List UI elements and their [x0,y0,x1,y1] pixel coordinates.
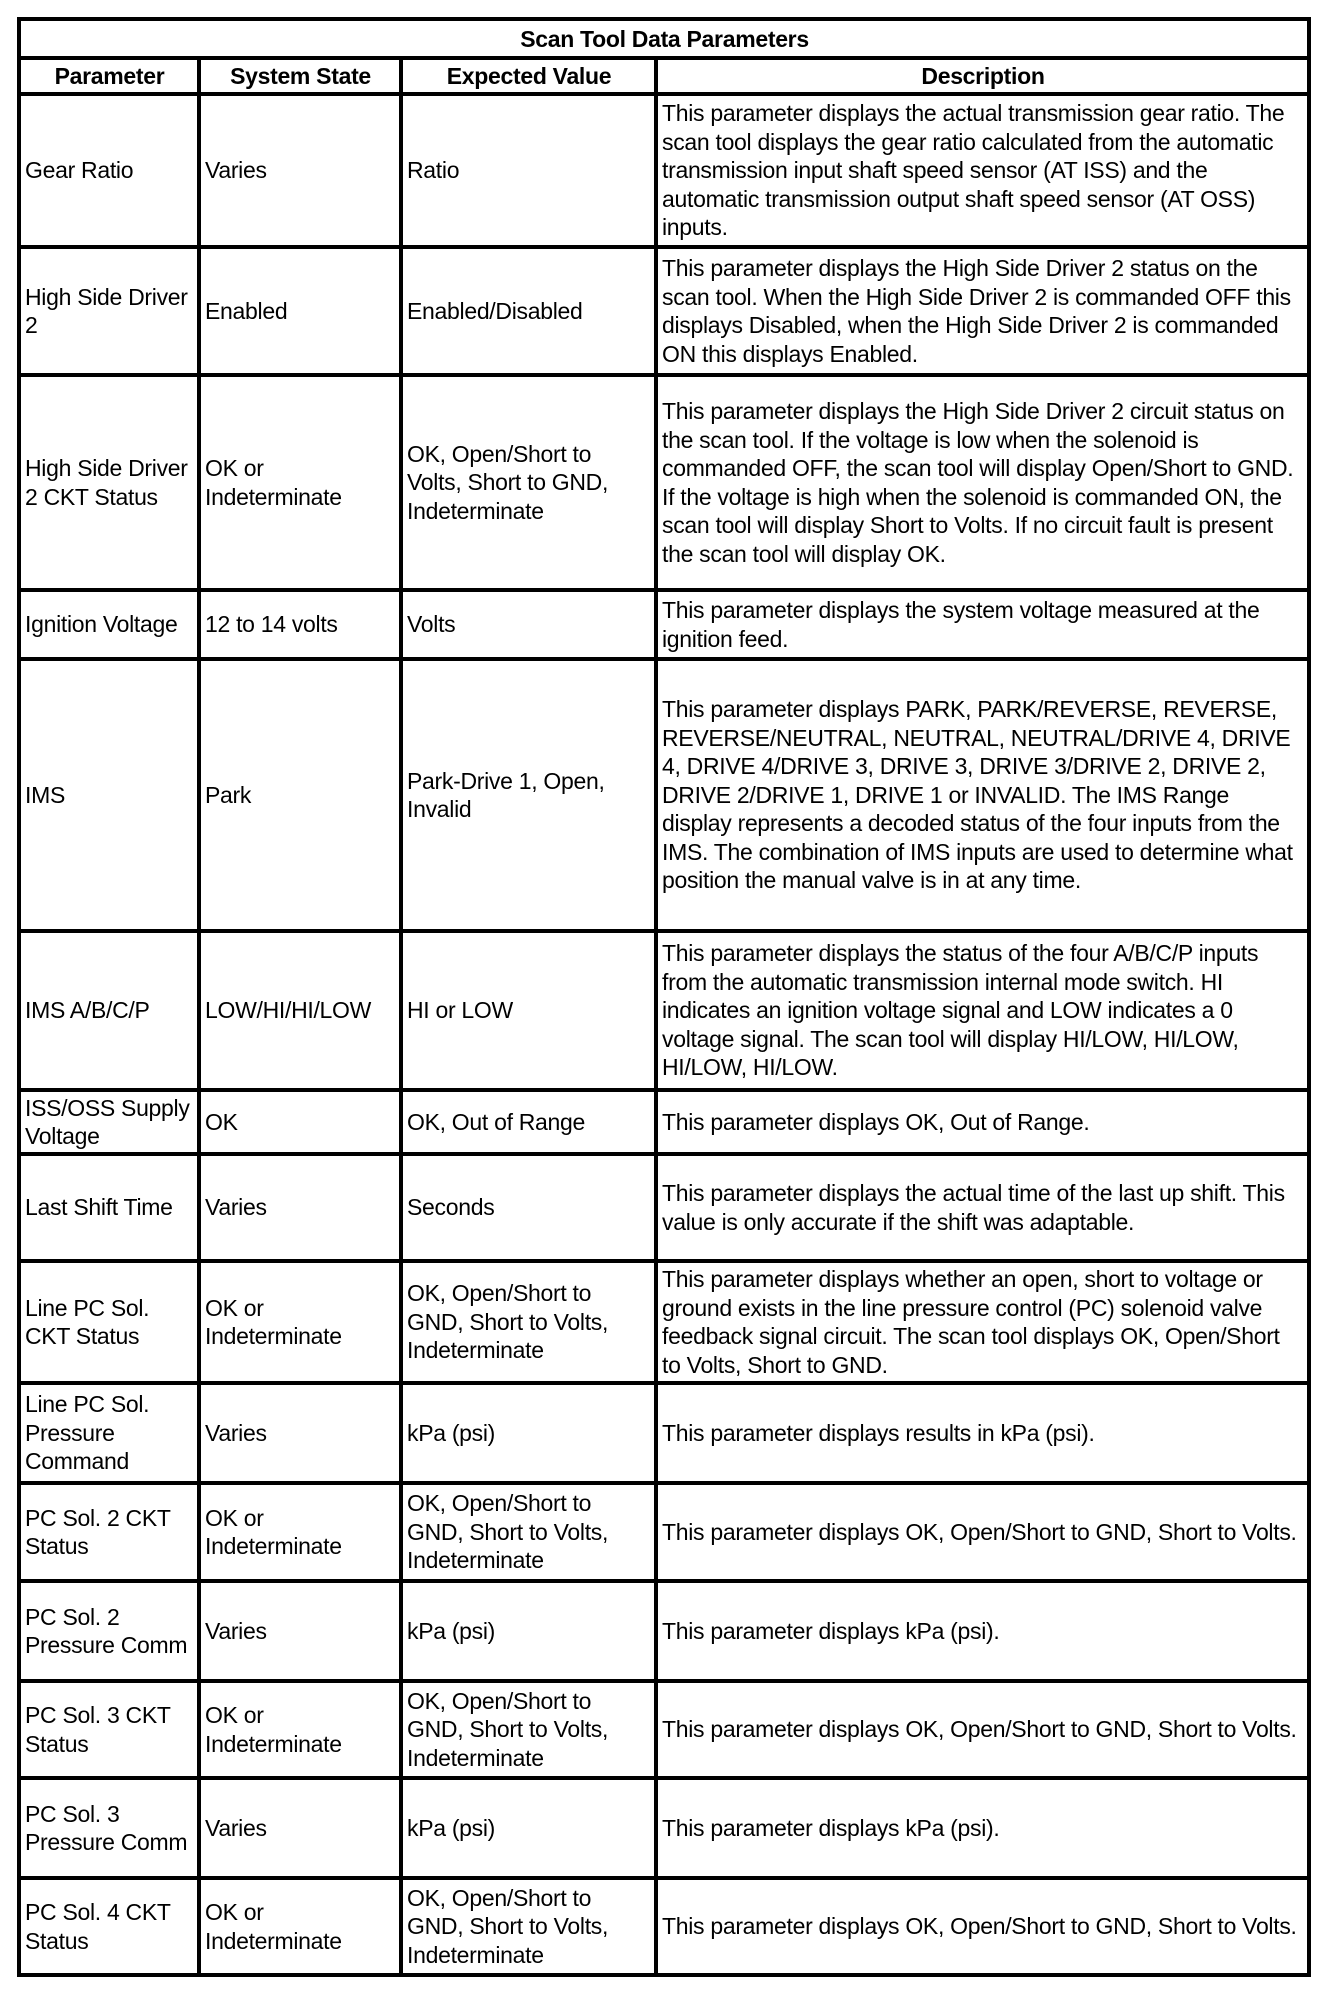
parameter-cell: ISS/OSS Supply Voltage [19,1090,199,1154]
description-cell: This parameter displays results in kPa (psi). [656,1383,1309,1483]
system-state-cell: Park [199,659,401,931]
expected-value-cell: OK, Open/Short to GND, Short to Volts, Indeterminate [401,1261,656,1383]
description-cell: This parameter displays whether an open, short to voltage or ground exists in the line pressure control (PC) solenoid valve feedback signal circuit. The scan tool displays OK, Open/Short to Volts, Short to GND. [656,1261,1309,1383]
table-row [19,94,1309,247]
expected-value-cell: Seconds [401,1154,656,1261]
description-cell: This parameter displays the High Side Driver 2 circuit status on the scan tool. If the voltage is low when the solenoid is commanded OFF, the scan tool will display Open/Short to GND. If the voltage is high when the solenoid is commanded ON, the scan tool will display Short to Volts. If no circuit fault is present the scan tool will display OK. [656,375,1309,590]
parameter-cell: High Side Driver 2 CKT Status [19,375,199,590]
system-state-cell: Varies [199,1154,401,1261]
system-state-cell: Varies [199,94,401,247]
parameter-cell: PC Sol. 2 Pressure Comm [19,1581,199,1681]
table-title: Scan Tool Data Parameters [19,19,1309,58]
table-row [19,931,1309,1090]
parameter-cell: IMS A/B/C/P [19,931,199,1090]
expected-value-cell: OK, Open/Short to GND, Short to Volts, Indeterminate [401,1483,656,1581]
description-cell: This parameter displays the status of the four A/B/C/P inputs from the automatic transmission internal mode switch. HI indicates an ignition voltage signal and LOW indicates a 0 voltage signal. The scan tool will display HI/LOW, HI/LOW, HI/LOW, HI/LOW. [656,931,1309,1090]
description-cell: This parameter displays the actual transmission gear ratio. The scan tool displays the gear ratio calculated from the automatic transmission input shaft speed sensor (AT ISS) and the automatic transmission output shaft speed sensor (AT OSS) inputs. [656,94,1309,247]
expected-value-cell: OK, Out of Range [401,1090,656,1154]
description-cell: This parameter displays the system voltage measured at the ignition feed. [656,590,1309,659]
table-row [19,247,1309,375]
parameter-cell: PC Sol. 3 CKT Status [19,1681,199,1778]
expected-value-cell: OK, Open/Short to Volts, Short to GND, Indeterminate [401,375,656,590]
description-cell: This parameter displays OK, Open/Short to GND, Short to Volts. [656,1878,1309,1975]
system-state-cell: OK or Indeterminate [199,1878,401,1975]
expected-value-cell: kPa (psi) [401,1778,656,1878]
table-row [19,375,1309,590]
parameter-cell: Line PC Sol. CKT Status [19,1261,199,1383]
parameter-cell: PC Sol. 3 Pressure Comm [19,1778,199,1878]
parameter-cell: PC Sol. 4 CKT Status [19,1878,199,1975]
table-row [19,1681,1309,1778]
parameter-cell: Gear Ratio [19,94,199,247]
description-cell: This parameter displays kPa (psi). [656,1778,1309,1878]
table-row [19,1090,1309,1154]
expected-value-cell: OK, Open/Short to GND, Short to Volts, Indeterminate [401,1681,656,1778]
system-state-cell: 12 to 14 volts [199,590,401,659]
parameter-cell: Last Shift Time [19,1154,199,1261]
parameter-cell: Ignition Voltage [19,590,199,659]
expected-value-cell: OK, Open/Short to GND, Short to Volts, Indeterminate [401,1878,656,1975]
expected-value-cell: kPa (psi) [401,1383,656,1483]
expected-value-cell: Ratio [401,94,656,247]
system-state-cell: Varies [199,1581,401,1681]
column-header-system-state: System State [199,58,401,94]
system-state-cell: OK [199,1090,401,1154]
column-header-expected-value: Expected Value [401,58,656,94]
parameter-cell: High Side Driver 2 [19,247,199,375]
table-row [19,659,1309,931]
title-row [19,19,1309,58]
column-header-parameter: Parameter [19,58,199,94]
system-state-cell: Varies [199,1778,401,1878]
column-header-description: Description [656,58,1309,94]
description-cell: This parameter displays kPa (psi). [656,1581,1309,1681]
expected-value-cell: Park-Drive 1, Open, Invalid [401,659,656,931]
parameter-cell: Line PC Sol. Pressure Command [19,1383,199,1483]
scan-tool-data-parameters-table [17,17,1311,1977]
table-row [19,1154,1309,1261]
system-state-cell: Enabled [199,247,401,375]
table-row [19,1581,1309,1681]
table-row [19,1778,1309,1878]
description-cell: This parameter displays the actual time of the last up shift. This value is only accurate if the shift was adaptable. [656,1154,1309,1261]
table-row [19,1261,1309,1383]
description-cell: This parameter displays OK, Out of Range. [656,1090,1309,1154]
header-row [19,58,1309,94]
parameter-cell: IMS [19,659,199,931]
description-cell: This parameter displays OK, Open/Short to GND, Short to Volts. [656,1681,1309,1778]
description-cell: This parameter displays the High Side Driver 2 status on the scan tool. When the High Side Driver 2 is commanded OFF this displays Disabled, when the High Side Driver 2 is commanded ON this displays Enabled. [656,247,1309,375]
system-state-cell: OK or Indeterminate [199,1681,401,1778]
expected-value-cell: HI or LOW [401,931,656,1090]
expected-value-cell: Volts [401,590,656,659]
system-state-cell: OK or Indeterminate [199,375,401,590]
system-state-cell: Varies [199,1383,401,1483]
system-state-cell: OK or Indeterminate [199,1261,401,1383]
system-state-cell: OK or Indeterminate [199,1483,401,1581]
expected-value-cell: kPa (psi) [401,1581,656,1681]
table-row [19,1483,1309,1581]
table-row [19,590,1309,659]
table-row [19,1383,1309,1483]
table-row [19,1878,1309,1975]
system-state-cell: LOW/HI/HI/LOW [199,931,401,1090]
expected-value-cell: Enabled/Disabled [401,247,656,375]
parameter-cell: PC Sol. 2 CKT Status [19,1483,199,1581]
description-cell: This parameter displays PARK, PARK/REVERSE, REVERSE, REVERSE/NEUTRAL, NEUTRAL, NEUTRAL/DRIVE 4, DRIVE 4, DRIVE 4/DRIVE 3, DRIVE 3, DRIVE 3/DRIVE 2, DRIVE 2, DRIVE 2/DRIVE 1, DRIVE 1 or INVALID. The IMS Range display represents a decoded status of the four inputs from the IMS. The combination of IMS inputs are used to determine what position the manual valve is in at any time. [656,659,1309,931]
description-cell: This parameter displays OK, Open/Short to GND, Short to Volts. [656,1483,1309,1581]
